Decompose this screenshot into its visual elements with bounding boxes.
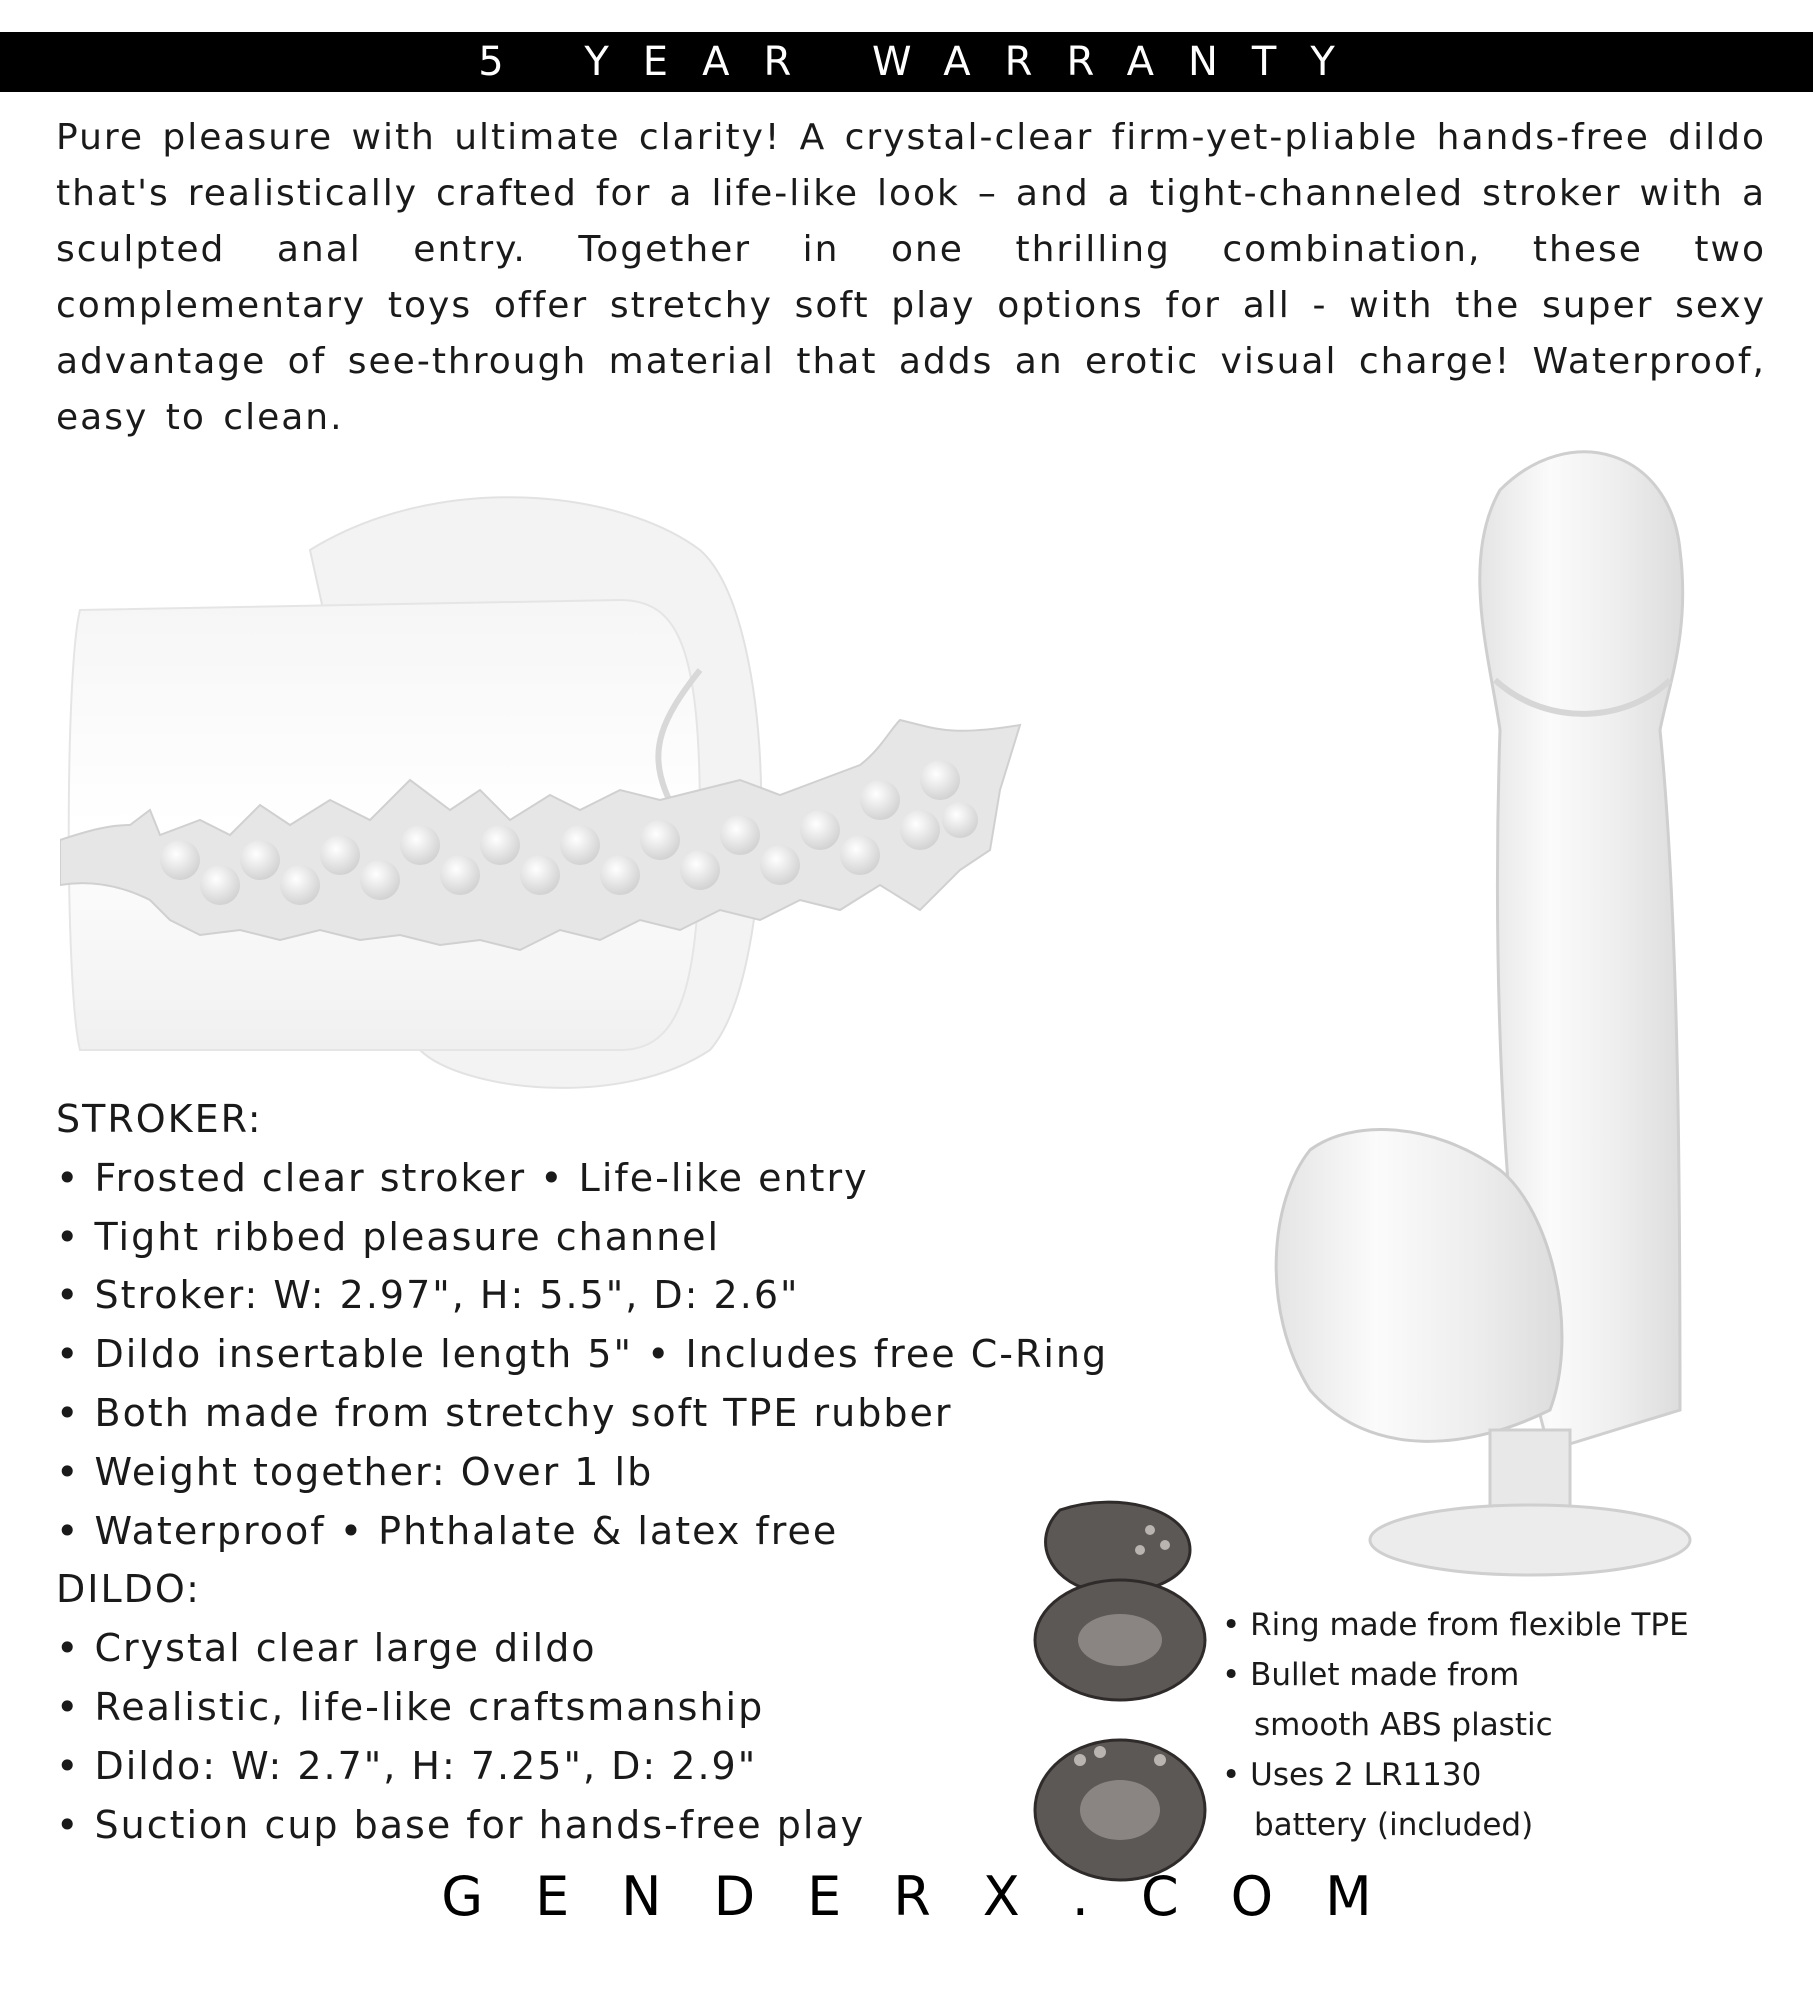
stroker-bullet: • Both made from stretchy soft TPE rubber xyxy=(56,1390,953,1435)
spec-list xyxy=(56,1090,1296,1854)
stroker-bullet: • Frosted clear stroker • Life-like entry xyxy=(56,1155,869,1200)
dildo-heading: DILDO: xyxy=(56,1567,201,1612)
stroker-image xyxy=(60,490,1360,1090)
stroker-bullet: • Weight together: Over 1 lb xyxy=(56,1449,654,1494)
warranty-banner xyxy=(0,32,1813,92)
product-description: Pure pleasure with ultimate clarity! A crystal-clear firm-yet-pliable hands-free dildo that's realistically crafted for a life-like look – and a tight-channeled stroker with a sculpted anal entry. Together in one thrilling combination, these two complementary toys offer stretchy soft play options for all - with the super sexy advantage of see-through material that adds an erotic visual charge! Waterproof, easy to clean. xyxy=(56,117,1766,438)
ring-note: smooth ABS plastic xyxy=(1254,1707,1553,1743)
stroker-bullet: • Stroker: W: 2.97", H: 5.5", D: 2.6" xyxy=(56,1273,800,1318)
ring-note: battery (included) xyxy=(1254,1807,1534,1843)
warranty-banner-text: 5 YEAR WARRANTY xyxy=(478,39,1369,85)
stroker-bullet: • Dildo insertable length 5" • Includes free C-Ring xyxy=(56,1332,1109,1377)
ring-note: • Bullet made from xyxy=(1222,1657,1520,1693)
stroker-bullet: • Tight ribbed pleasure channel xyxy=(56,1214,721,1259)
dildo-image xyxy=(1250,430,1790,1590)
dildo-bullet: • Suction cup base for hands-free play xyxy=(56,1802,866,1847)
stroker-bullet: • Waterproof • Phthalate & latex free xyxy=(56,1508,839,1553)
website-footer: GENDERX.COM xyxy=(441,1865,1424,1928)
dildo-bullet: • Realistic, life-like craftsmanship xyxy=(56,1684,765,1729)
ring-note: • Uses 2 LR1130 xyxy=(1222,1757,1482,1793)
ring-notes xyxy=(1222,1600,1802,1850)
dildo-bullet: • Crystal clear large dildo xyxy=(56,1626,597,1671)
stroker-heading: STROKER: xyxy=(56,1097,263,1141)
dildo-bullet: • Dildo: W: 2.7", H: 7.25", D: 2.9" xyxy=(56,1743,758,1788)
ring-note: • Ring made from flexible TPE xyxy=(1222,1607,1689,1643)
